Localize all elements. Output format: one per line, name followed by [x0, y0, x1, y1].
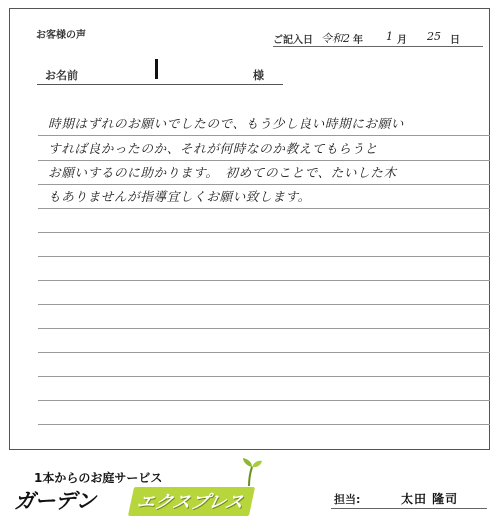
ruled-line [38, 208, 490, 209]
ruled-line [38, 256, 490, 257]
ruled-line [38, 160, 490, 161]
name-label: お名前 [45, 69, 78, 82]
ruled-line [38, 352, 490, 353]
date-field [273, 30, 483, 47]
staff-name: 太田 隆司 [401, 492, 459, 506]
comment-line-3: お願いするのに助かります。 初めてのことで、たいした木 [48, 165, 397, 180]
ruled-line [38, 304, 490, 305]
ruled-line [38, 328, 490, 329]
date-month: 1 [386, 30, 393, 43]
ruled-line [38, 376, 490, 377]
brand-logo [14, 484, 296, 514]
form-title: お客様の声 [36, 30, 86, 41]
name-suffix: 様 [253, 69, 264, 82]
ruled-line [38, 135, 490, 136]
ruled-line [38, 280, 490, 281]
comment-line-2: すれば良かったのか、それが何時なのか教えてもらうと [48, 141, 378, 156]
ruled-line [38, 400, 490, 401]
brand-accent-text: エクスプレス [128, 487, 255, 516]
date-day: 25 [427, 30, 441, 43]
ruled-line [38, 232, 490, 233]
ruled-line [38, 184, 490, 185]
ruled-line [38, 424, 490, 425]
date-year-unit: 年 [353, 35, 363, 46]
service-tagline: 1本からのお庭サービス [34, 471, 163, 485]
comment-line-4: もありませんが指導宜しくお願い致します。 [48, 189, 311, 204]
comment-line-1: 時期はずれのお願いでしたので、もう少し良い時期にお願い [48, 116, 404, 131]
name-redaction-mark [155, 59, 158, 79]
comment-form [9, 8, 490, 450]
brand-main-text: ガーデン [14, 489, 96, 513]
staff-label: 担当: [334, 493, 361, 506]
date-day-unit: 日 [450, 35, 460, 46]
date-month-unit: 月 [397, 35, 407, 46]
sprout-icon [238, 457, 264, 487]
date-prefix: ご記入日 [273, 35, 313, 46]
name-field [37, 64, 283, 85]
staff-underline [331, 508, 487, 509]
date-era-year: 令和2 [321, 32, 350, 45]
